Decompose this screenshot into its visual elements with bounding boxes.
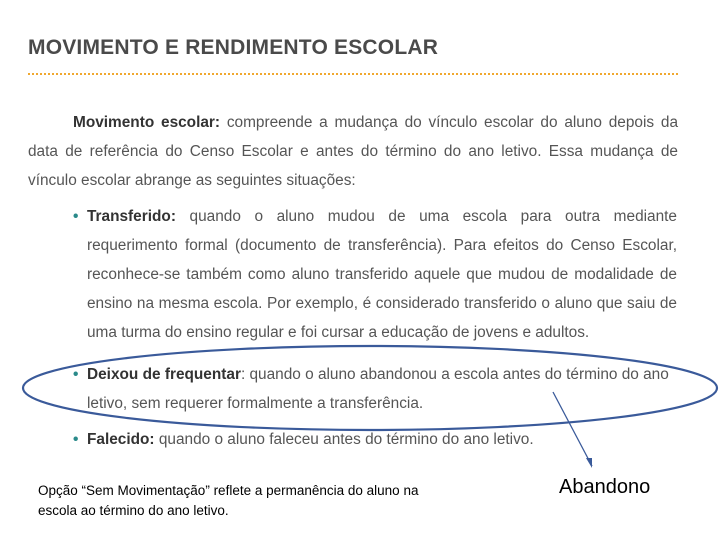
- intro-text: compreende a mudança do vínculo escolar do aluno depois da data de referência do Censo Escolar e antes do término do ano letivo. Essa mudança de vínculo escolar abrange as seguintes situações:: [28, 114, 678, 189]
- item-text: : quando o aluno abandonou a escola antes do término do ano letivo, sem requerer formalmente a transferência.: [87, 366, 669, 412]
- annotation-label: Abandono: [559, 476, 651, 498]
- intro-term: Movimento escolar:: [73, 114, 221, 131]
- item-text: quando o aluno mudou de uma escola para outra mediante requerimento formal (documento de transferência). Para efeitos do Censo Escolar, reconhece-se também como aluno transferido aquele que mudou de modalidade de ensino na mesma escola. Por exemplo, é considerado transferido o aluno que saiu de uma turma do ensino regular e foi cursar a educação de jovens e adultos.: [87, 208, 677, 341]
- bullet-icon: •: [73, 208, 79, 225]
- item-term: Falecido:: [87, 431, 155, 448]
- bullet-icon: •: [73, 431, 79, 448]
- pointer-arrow: [553, 392, 592, 466]
- annotation-note: Opção “Sem Movimentação” reflete a permanência do aluno na escola ao término do ano letivo.: [38, 483, 419, 518]
- bullet-icon: •: [73, 366, 79, 383]
- page-title: MOVIMENTO E RENDIMENTO ESCOLAR: [28, 36, 439, 59]
- arrow-head-icon: [586, 458, 592, 468]
- highlight-ellipse: [23, 346, 717, 430]
- item-text: quando o aluno faleceu antes do término do ano letivo.: [154, 431, 534, 448]
- item-term: Deixou de frequentar: [87, 366, 241, 383]
- item-term: Transferido:: [87, 208, 176, 225]
